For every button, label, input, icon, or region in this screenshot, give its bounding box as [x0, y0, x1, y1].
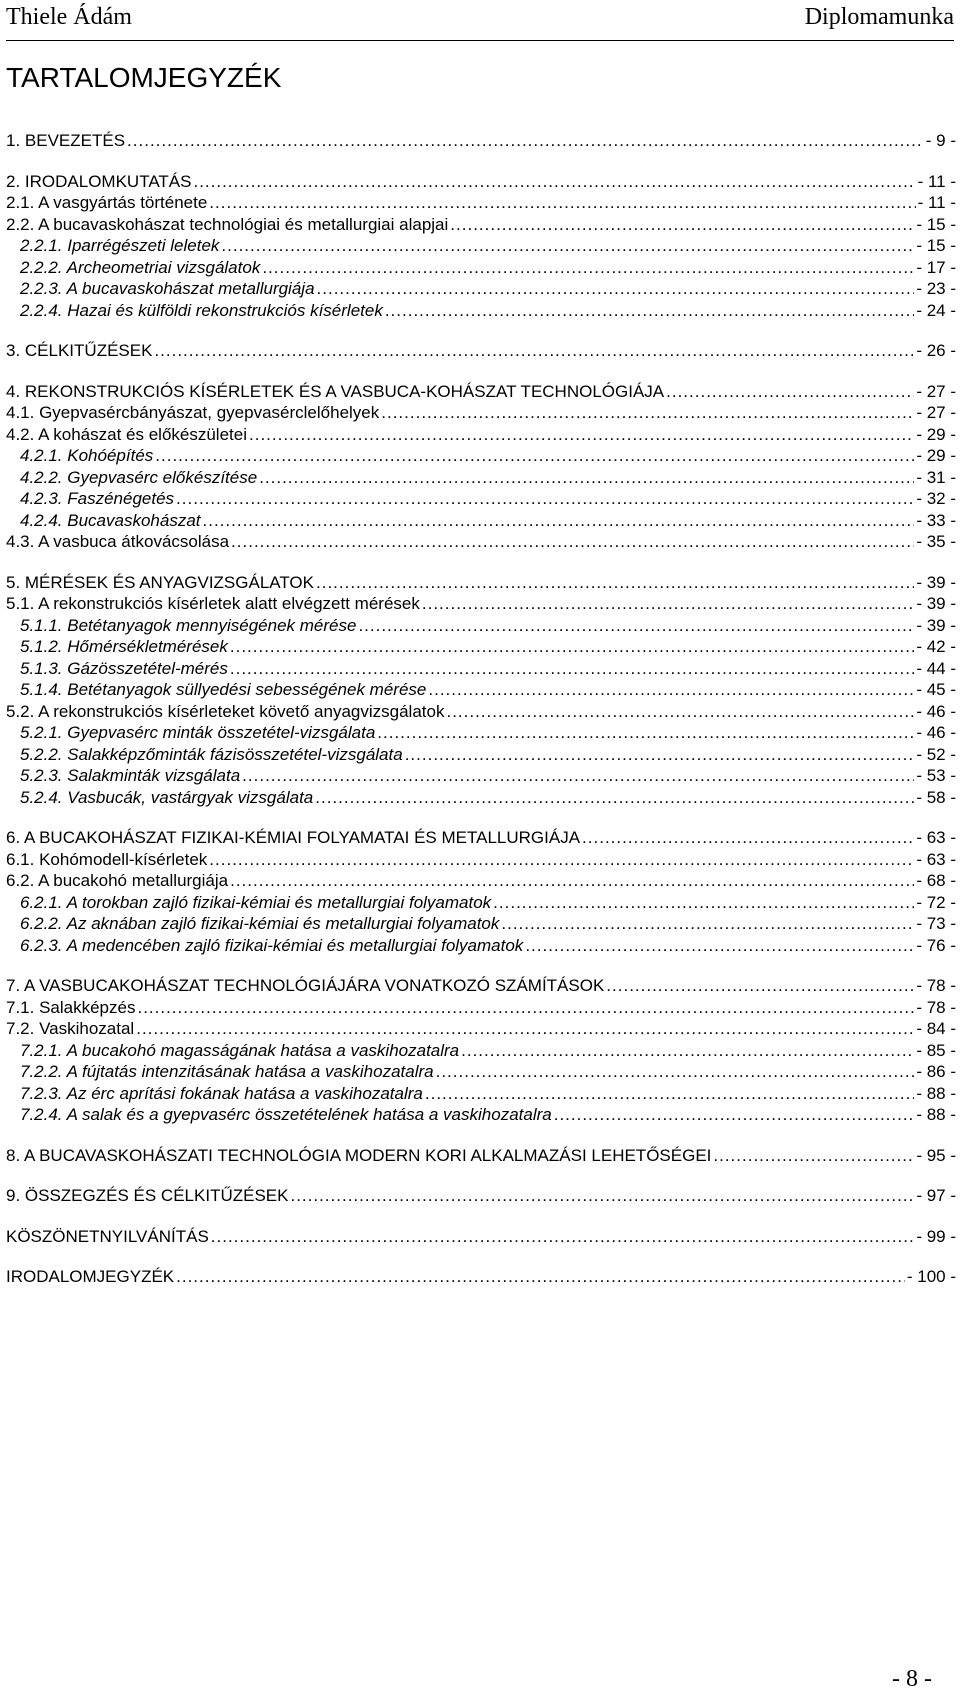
toc-entry[interactable]: [6, 975, 956, 997]
toc-entry-label: 6.2. A bucakohó metallurgiája: [6, 871, 229, 890]
toc-entry-page: - 15 -: [916, 214, 956, 234]
toc-entry[interactable]: [6, 424, 956, 446]
toc-entry-page: - 39 -: [916, 572, 956, 592]
toc-entry-label: 2.2.1. Iparrégészeti leletek: [20, 236, 220, 255]
toc-dot-leader: [385, 300, 914, 322]
toc-dot-leader: [230, 658, 914, 680]
toc-dot-leader: [358, 615, 914, 637]
toc-entry-label: 5.2.4. Vasbucák, vastárgyak vizsgálata: [20, 787, 314, 807]
toc-entry-label: 5.1.4. Betétanyagok süllyedési sebességének mérése: [20, 680, 427, 699]
toc-entry-label: 3. CÉLKITŰZÉSEK: [6, 341, 153, 360]
toc-entry[interactable]: [6, 381, 956, 403]
toc-entry-page: - 44 -: [916, 658, 956, 678]
toc-entry-label: 6. A BUCAKOHÁSZAT FIZIKAI-KÉMIAI FOLYAMATAI ÉS METALLURGIÁJA: [6, 828, 581, 847]
toc-entry[interactable]: [6, 192, 956, 214]
header-document-type: Diplomamunka: [804, 4, 954, 30]
toc-entry[interactable]: [6, 827, 956, 849]
toc-dot-leader: [127, 130, 924, 152]
toc-dot-leader: [242, 765, 914, 787]
toc-dot-leader: [230, 870, 914, 892]
toc-entry-page: - 31 -: [916, 467, 956, 487]
toc-entry-page: - 11 -: [917, 193, 956, 212]
toc-entry-label: 7.2.4. A salak és a gyepvasérc összetételének hatása a vaskihozatalra: [20, 1105, 552, 1124]
toc-entry[interactable]: [6, 1040, 956, 1062]
toc-entry[interactable]: [6, 1018, 956, 1040]
toc-entry-label: 4. REKONSTRUKCIÓS KÍSÉRLETEK ÉS A VASBUCA-KOHÁSZAT TECHNOLÓGIÁJA: [6, 381, 665, 401]
toc-entry-page: - 78 -: [916, 997, 956, 1017]
toc-entry-label: 5.1.3. Gázösszetétel-mérés: [20, 658, 228, 678]
toc-entry-label: 5.2. A rekonstrukciós kísérleteket követő anyagvizsgálatok: [6, 701, 445, 721]
toc-entry-page: - 95 -: [916, 1145, 956, 1165]
toc-entry-page: - 32 -: [916, 489, 956, 508]
toc-dot-leader: [209, 849, 914, 871]
toc-entry-label: 4.2.3. Faszénégetés: [20, 489, 175, 508]
toc-entry-page: - 46 -: [916, 701, 956, 721]
toc-dot-leader: [666, 381, 914, 403]
toc-entry[interactable]: [6, 997, 956, 1019]
toc-entry-label: 7.2.3. Az érc aprítási fokának hatása a vaskihozatalra: [20, 1083, 423, 1103]
toc-entry-label: 1. BEVEZETÉS: [6, 131, 126, 150]
toc-entry-page: - 27 -: [916, 403, 956, 422]
toc-entry-label: 5.2.1. Gyepvasérc minták összetétel-vizsgálata: [20, 723, 376, 742]
page-number: - 8 -: [892, 1666, 932, 1692]
toc-entry-page: - 88 -: [916, 1105, 956, 1124]
toc-entry-label: 7.2. Vaskihozatal: [6, 1019, 135, 1038]
toc-dot-leader: [209, 192, 915, 214]
toc-entry-page: - 45 -: [916, 680, 956, 699]
toc-entry-page: - 35 -: [916, 532, 956, 551]
toc-dot-leader: [525, 935, 914, 957]
toc-dot-leader: [554, 1104, 915, 1126]
toc-dot-leader: [436, 1061, 915, 1083]
toc-entry-page: - 58 -: [916, 787, 956, 807]
toc-entry[interactable]: [6, 787, 956, 809]
toc-entry[interactable]: [6, 636, 956, 658]
toc-entry[interactable]: [6, 892, 956, 914]
toc-dot-leader: [713, 1145, 914, 1167]
toc-dot-leader: [316, 572, 914, 594]
toc-entry-page: - 84 -: [916, 1019, 956, 1038]
toc-entry-page: - 39 -: [916, 615, 956, 635]
toc-entry-page: - 52 -: [916, 744, 956, 764]
toc-entry[interactable]: [6, 593, 956, 615]
toc-entry-page: - 85 -: [916, 1040, 956, 1060]
toc-entry-label: 4.2.1. Kohóépítés: [20, 446, 154, 465]
toc-entry-label: 5.1.2. Hőmérsékletmérések: [20, 637, 228, 656]
toc-dot-leader: [290, 1185, 914, 1207]
toc-dot-leader: [425, 1083, 914, 1105]
toc-entry[interactable]: [6, 278, 956, 300]
toc-entry-label: 2.2. A bucavaskohászat technológiai és metallurgiai alapjai: [6, 214, 449, 234]
toc-entry-page: - 26 -: [916, 341, 956, 360]
toc-entry-page: - 9 -: [925, 131, 956, 150]
toc-entry[interactable]: [6, 679, 956, 701]
toc-entry[interactable]: [6, 445, 956, 467]
toc-entry-label: 6.2.1. A torokban zajló fizikai-kémiai és metallurgiai folyamatok: [20, 892, 492, 912]
toc-entry-label: 6.1. Kohómodell-kísérletek: [6, 849, 208, 869]
toc-entry[interactable]: [6, 510, 956, 532]
toc-dot-leader: [211, 1226, 915, 1248]
toc-dot-leader: [136, 1018, 914, 1040]
toc-entry[interactable]: [6, 1061, 956, 1083]
toc-dot-leader: [231, 531, 914, 553]
toc-entry[interactable]: [6, 340, 956, 362]
toc-entry-label: 6.2.2. Az aknában zajló fizikai-kémiai és metallurgiai folyamatok: [20, 914, 500, 933]
toc-entry-page: - 29 -: [916, 446, 956, 465]
toc-entry[interactable]: [6, 488, 956, 510]
toc-entry-label: IRODALOMJEGYZÉK: [6, 1267, 175, 1286]
toc-entry[interactable]: [6, 467, 956, 489]
toc-entry[interactable]: [6, 615, 956, 637]
toc-entry[interactable]: [6, 722, 956, 744]
toc-entry[interactable]: [6, 870, 956, 892]
toc-dot-leader: [137, 997, 914, 1019]
toc-entry-label: 2.2.2. Archeometriai vizsgálatok: [20, 257, 261, 277]
toc-entry[interactable]: [6, 572, 956, 594]
toc-entry-label: 7.2.1. A bucakohó magasságának hatása a vaskihozatalra: [20, 1040, 460, 1060]
toc-entry[interactable]: [6, 658, 956, 680]
toc-entry[interactable]: [6, 1083, 956, 1105]
toc-entry[interactable]: [6, 701, 956, 723]
toc-entry-label: 4.2.2. Gyepvasérc előkészítése: [20, 467, 258, 487]
toc-entry[interactable]: [6, 913, 956, 935]
toc-entry[interactable]: [6, 531, 956, 553]
toc-entry-page: - 24 -: [916, 300, 956, 320]
toc-dot-leader: [377, 722, 914, 744]
toc-entry-page: - 42 -: [916, 637, 956, 656]
toc-entry-label: 2.2.3. A bucavaskohászat metallurgiája: [20, 279, 315, 298]
header-author: Thiele Ádám: [6, 4, 132, 30]
toc-entry[interactable]: [6, 130, 956, 152]
toc-entry-page: - 72 -: [916, 892, 956, 912]
toc-entry[interactable]: [6, 257, 956, 279]
toc-entry-page: - 23 -: [916, 279, 956, 298]
toc-entry-page: - 27 -: [916, 381, 956, 401]
toc-entry[interactable]: [6, 1185, 956, 1207]
toc-entry-label: 5.2.2. Salakképzőminták fázisösszetétel-vizsgálata: [20, 744, 403, 764]
toc-entry-page: - 88 -: [916, 1083, 956, 1103]
toc-entry-label: 5.1.1. Betétanyagok mennyiségének mérése: [20, 615, 357, 635]
toc-entry-page: - 17 -: [916, 257, 956, 277]
toc-dot-leader: [582, 827, 914, 849]
toc-dot-leader: [221, 235, 914, 257]
toc-dot-leader: [461, 1040, 914, 1062]
toc-entry-page: - 15 -: [916, 236, 956, 255]
toc-dot-leader: [203, 510, 915, 532]
toc-dot-leader: [176, 488, 914, 510]
toc-entry-label: 5.2.3. Salakminták vizsgálata: [20, 766, 241, 785]
toc-dot-leader: [154, 340, 914, 362]
toc-entry-label: 7.1. Salakképzés: [6, 997, 136, 1017]
toc-dot-leader: [493, 892, 914, 914]
toc-dot-leader: [450, 214, 914, 236]
toc-dot-leader: [315, 787, 914, 809]
toc-dot-leader: [193, 171, 915, 193]
toc-dot-leader: [317, 278, 915, 300]
toc-entry-label: 9. ÖSSZEGZÉS ÉS CÉLKITŰZÉSEK: [6, 1186, 289, 1205]
toc-entry-page: - 53 -: [916, 766, 956, 785]
page-header: [6, 4, 954, 40]
toc-dot-leader: [446, 701, 914, 723]
toc-entry-label: 2.2.4. Hazai és külföldi rekonstrukciós kísérletek: [20, 300, 383, 320]
toc-dot-leader: [501, 913, 914, 935]
toc-entry-page: - 46 -: [916, 723, 956, 742]
toc-entry-page: - 97 -: [916, 1186, 956, 1205]
toc-entry-page: - 78 -: [916, 976, 956, 995]
toc-entry-label: 6.2.3. A medencében zajló fizikai-kémiai és metallurgiai folyamatok: [20, 935, 524, 955]
toc-entry-label: 4.2. A kohászat és előkészületei: [6, 424, 247, 444]
toc-entry-label: 8. A BUCAVASKOHÁSZATI TECHNOLÓGIA MODERN KORI ALKALMAZÁSI LEHETŐSÉGEI: [6, 1145, 712, 1165]
toc-entry-label: 2. IRODALOMKUTATÁS: [6, 171, 192, 191]
toc-entry[interactable]: [6, 765, 956, 787]
toc-dot-leader: [259, 467, 914, 489]
toc-entry[interactable]: [6, 214, 956, 236]
toc-entry-label: 2.1. A vasgyártás története: [6, 193, 208, 212]
toc-entry-page: - 63 -: [916, 828, 956, 847]
header-rule: [6, 40, 954, 41]
page-title: TARTALOMJEGYZÉK: [6, 62, 282, 93]
toc-entry-page: - 100 -: [906, 1267, 956, 1286]
toc-entry[interactable]: [6, 935, 956, 957]
toc-entry-page: - 86 -: [916, 1062, 956, 1081]
toc-entry-page: - 29 -: [916, 424, 956, 444]
toc-entry-label: 4.3. A vasbuca átkovácsolása: [6, 532, 230, 551]
toc-entry[interactable]: [6, 744, 956, 766]
toc-dot-leader: [428, 679, 914, 701]
toc-dot-leader: [606, 975, 914, 997]
toc-dot-leader: [249, 424, 914, 446]
toc-dot-leader: [230, 636, 914, 658]
toc-dot-leader: [405, 744, 915, 766]
toc-dot-leader: [422, 593, 914, 615]
toc-entry-label: 4.2.4. Bucavaskohászat: [20, 510, 201, 530]
toc-entry-label: 4.1. Gyepvasércbányászat, gyepvasérclelőhelyek: [6, 403, 380, 422]
toc-entry-page: - 63 -: [916, 849, 956, 869]
toc-dot-leader: [381, 402, 914, 424]
toc-entry-label: 7. A VASBUCAKOHÁSZAT TECHNOLÓGIÁJÁRA VONATKOZÓ SZÁMÍTÁSOK: [6, 976, 605, 995]
toc-entry[interactable]: [6, 849, 956, 871]
toc-entry[interactable]: [6, 171, 956, 193]
toc-entry[interactable]: [6, 1226, 956, 1248]
toc-entry-page: - 33 -: [916, 510, 956, 530]
toc-entry[interactable]: [6, 1104, 956, 1126]
toc-dot-leader: [262, 257, 914, 279]
table-of-contents: [6, 130, 956, 1288]
toc-entry[interactable]: [6, 300, 956, 322]
toc-entry-page: - 73 -: [916, 914, 956, 933]
toc-entry-page: - 11 -: [917, 171, 956, 191]
toc-entry-label: 5. MÉRÉSEK ÉS ANYAGVIZSGÁLATOK: [6, 572, 314, 592]
toc-entry[interactable]: [6, 1266, 956, 1288]
toc-entry-page: - 39 -: [916, 594, 956, 613]
toc-entry-label: 7.2.2. A fújtatás intenzitásának hatása a vaskihozatalra: [20, 1062, 434, 1081]
toc-entry[interactable]: [6, 1145, 956, 1167]
toc-entry[interactable]: [6, 402, 956, 424]
toc-entry-label: KÖSZÖNETNYILVÁNÍTÁS: [6, 1226, 209, 1246]
toc-entry-page: - 68 -: [916, 871, 956, 890]
toc-dot-leader: [155, 445, 914, 467]
toc-entry-label: 5.1. A rekonstrukciós kísérletek alatt elvégzett mérések: [6, 594, 420, 613]
toc-entry[interactable]: [6, 235, 956, 257]
toc-dot-leader: [176, 1266, 905, 1288]
toc-entry-page: - 99 -: [916, 1226, 956, 1246]
toc-entry-page: - 76 -: [916, 935, 956, 955]
